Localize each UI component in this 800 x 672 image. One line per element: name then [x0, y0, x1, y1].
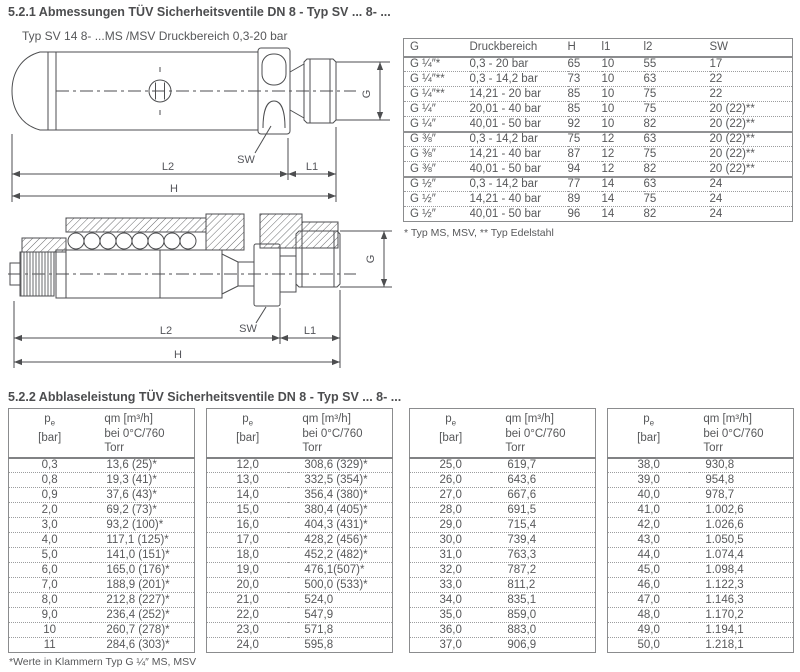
header-qm: qm [m³/h] bei 0°C/760 Torr: [90, 409, 194, 458]
header-druckbereich: Druckbereich: [470, 39, 568, 57]
cell-qm: 188,9 (201)*: [90, 578, 194, 593]
cell-pe: 34,0: [410, 593, 492, 608]
dim-label-g: G: [365, 254, 377, 264]
flow-table-body: [9, 458, 195, 653]
cell-sw: 24: [710, 177, 793, 192]
cell-qm: 13,6 (25)*: [106, 459, 157, 472]
cell-druckbereich: 40,01 - 50 bar: [470, 207, 568, 222]
cell-qm: 332,5 (354)*: [288, 473, 392, 488]
dim-label-l1: L1: [305, 161, 319, 173]
cell-pe: 43,0: [608, 533, 690, 548]
cell-l1: 10: [601, 58, 615, 71]
cell-pe: 37,0: [410, 638, 492, 653]
header-g: G: [404, 39, 470, 57]
cell-qm: 811,2: [491, 578, 595, 593]
section1-title: 5.2.1 Abmessungen TÜV Sicherheitsventile DN 8 - Typ SV ... 8- ...: [8, 5, 391, 19]
cell-l1: 10: [602, 117, 644, 132]
cell-l2: 75: [644, 147, 710, 162]
flow-table-row: [9, 533, 195, 548]
cell-pe: 32,0: [410, 563, 492, 578]
cell-qm: 787,2: [491, 563, 595, 578]
flow-table-row: [608, 488, 794, 503]
flow-table-row: [410, 623, 596, 638]
cell-druckbereich: 14,21 - 40 bar: [470, 147, 568, 162]
cell-pe: 18,0: [207, 548, 289, 563]
cell-qm: 476,1(507)*: [288, 563, 392, 578]
flow-table-header-row: [207, 409, 393, 458]
cell-pe: 36,0: [410, 623, 492, 638]
cell-qm: 1.026,6: [689, 518, 793, 533]
cell-h: 65: [567, 58, 581, 71]
cell-sw: 20 (22)**: [710, 132, 793, 147]
cell-sw: 20 (22)**: [710, 117, 793, 132]
cell-h: 94: [568, 162, 602, 177]
cell-pe: 26,0: [410, 473, 492, 488]
cell-qm: 356,4 (380)*: [288, 488, 392, 503]
cell-qm: 117,1 (125)*: [90, 533, 194, 548]
cell-druckbereich: 0,3 - 14,2 bar: [470, 72, 568, 87]
cell-pe: 27,0: [410, 488, 492, 503]
header-h: H: [568, 39, 602, 57]
flow-table-row: [207, 608, 393, 623]
cell-qm: 1.194,1: [689, 623, 793, 638]
cell-qm: 835,1: [491, 593, 595, 608]
cell-pe: 23,0: [207, 623, 289, 638]
flow-table-header-row: [410, 409, 596, 458]
cell-pe: 39,0: [608, 473, 690, 488]
cell-l2: 82: [644, 207, 710, 222]
flow-table-row: [207, 473, 393, 488]
flow-table-container-2: [206, 408, 393, 653]
cell-qm: 1.122,3: [689, 578, 793, 593]
flow-table-row: [410, 488, 596, 503]
cell-qm: 141,0 (151)*: [90, 548, 194, 563]
flow-table-footnote: *Werte in Klammern Typ G ¼″ MS, MSV: [9, 656, 197, 668]
cell-pe: 24,0: [207, 638, 289, 653]
header-pe: $p_e$ [bar]: [9, 409, 91, 458]
cell-sw: 24: [710, 207, 793, 222]
cell-pe: 46,0: [608, 578, 690, 593]
flow-table-row: [207, 578, 393, 593]
flow-table-container-4: [607, 408, 794, 653]
flow-table-row: [410, 638, 596, 653]
flow-table-row: [207, 563, 393, 578]
flow-table-container-1: [8, 408, 195, 653]
flow-table-row: [9, 503, 195, 518]
cell-druckbereich: 14,21 - 20 bar: [470, 87, 568, 102]
cell-pe: 14,0: [207, 488, 289, 503]
cell-qm: 1.098,4: [689, 563, 793, 578]
cell-pe: 33,0: [410, 578, 492, 593]
cell-pe: 2,0: [9, 503, 91, 518]
flow-table-row: [207, 623, 393, 638]
cell-pe: 17,0: [207, 533, 289, 548]
cell-pe: 48,0: [608, 608, 690, 623]
header-pe: $p_e$ [bar]: [410, 409, 492, 458]
dimension-table-row: [404, 132, 793, 147]
cell-qm: 500,0 (533)*: [288, 578, 392, 593]
cell-l1: 14: [602, 177, 644, 192]
cell-qm: 859,0: [491, 608, 595, 623]
dimension-table-row: [404, 147, 793, 162]
cell-pe: 6,0: [9, 563, 91, 578]
flow-table: [607, 408, 794, 653]
flow-table-row: [608, 593, 794, 608]
dimension-table-row: [404, 162, 793, 177]
dimension-table-row: [404, 192, 793, 207]
cell-druckbereich: 0,3 - 14,2 bar: [470, 177, 568, 192]
cell-h: 85: [568, 87, 602, 102]
cell-qm: 19,3 (41)*: [90, 473, 194, 488]
cell-pe: 5,0: [9, 548, 91, 563]
cell-pe: 12,0: [236, 459, 259, 472]
cell-qm: 595,8: [288, 638, 392, 653]
flow-table-row: [608, 563, 794, 578]
cell-l1: 14: [602, 192, 644, 207]
header-l1: l1: [602, 39, 644, 57]
cell-g: G ¼″*: [410, 58, 441, 71]
cell-qm: 260,7 (278)*: [90, 623, 194, 638]
dimension-table-footnote: * Typ MS, MSV, ** Typ Edelstahl: [404, 227, 554, 239]
flow-table-row: [608, 578, 794, 593]
cell-pe: 8,0: [9, 593, 91, 608]
flow-table-row: [9, 548, 195, 563]
cell-h: 87: [568, 147, 602, 162]
dimension-table-row: [404, 102, 793, 117]
cell-qm: 1.002,6: [689, 503, 793, 518]
cell-l2: 75: [644, 87, 710, 102]
flow-table-row: [608, 458, 794, 473]
cell-qm: 236,4 (252)*: [90, 608, 194, 623]
header-l2: l2: [644, 39, 710, 57]
dimension-table-row: [404, 57, 793, 72]
cell-qm: 930,8: [705, 459, 735, 472]
flow-table-row: [9, 608, 195, 623]
cell-qm: 619,7: [507, 459, 537, 472]
cell-l1: 12: [602, 132, 644, 147]
cell-l1: 10: [602, 72, 644, 87]
cell-qm: 284,6 (303)*: [90, 638, 194, 653]
cell-sw: 20 (22)**: [710, 147, 793, 162]
cell-qm: 1.170,2: [689, 608, 793, 623]
cell-g: G ¼″**: [404, 87, 470, 102]
flow-table-row: [9, 458, 195, 473]
cell-sw: 20 (22)**: [710, 102, 793, 117]
flow-table-body: [608, 458, 794, 653]
flow-table-row: [9, 578, 195, 593]
dim-label-h: H: [174, 349, 182, 361]
cell-g: G ½″: [404, 207, 470, 222]
cell-druckbereich: 40,01 - 50 bar: [470, 162, 568, 177]
cell-sw: 20 (22)**: [710, 162, 793, 177]
flow-table-row: [207, 548, 393, 563]
cell-l1: 12: [602, 162, 644, 177]
cell-l2: 63: [644, 177, 710, 192]
cell-qm: 93,2 (100)*: [90, 518, 194, 533]
cell-pe: 31,0: [410, 548, 492, 563]
flow-table-row: [410, 533, 596, 548]
cell-pe: 42,0: [608, 518, 690, 533]
cell-l1: 14: [602, 207, 644, 222]
cell-pe: 21,0: [207, 593, 289, 608]
cell-pe: 49,0: [608, 623, 690, 638]
header-pe: $p_e$ [bar]: [207, 409, 289, 458]
cell-qm: 524,0: [288, 593, 392, 608]
cell-l2: 63: [644, 132, 710, 147]
flow-table-row: [207, 593, 393, 608]
cell-druckbereich: 0,3 - 14,2 bar: [470, 132, 568, 147]
cell-qm: 954,8: [689, 473, 793, 488]
dimension-table: [403, 38, 793, 222]
flow-table-row: [410, 563, 596, 578]
cell-h: 92: [568, 117, 602, 132]
cell-qm: 404,3 (431)*: [288, 518, 392, 533]
header-sw: SW: [710, 39, 793, 57]
dimension-table-row: [404, 177, 793, 192]
flow-table-row: [9, 518, 195, 533]
cell-pe: 38,0: [637, 459, 660, 472]
cell-pe: 28,0: [410, 503, 492, 518]
cell-qm: 1.218,1: [689, 638, 793, 653]
cell-qm: 308,6 (329)*: [304, 459, 368, 472]
section1-subtitle: Typ SV 14 8- ...MS /MSV Druckbereich 0,3-20 bar: [22, 29, 288, 43]
flow-table: [8, 408, 195, 653]
cell-pe: 11: [9, 638, 91, 653]
cell-qm: 380,4 (405)*: [288, 503, 392, 518]
cell-pe: 3,0: [9, 518, 91, 533]
cell-h: 96: [568, 207, 602, 222]
dim-label-h: H: [170, 183, 178, 195]
cell-qm: 643,6: [491, 473, 595, 488]
cell-pe: 9,0: [9, 608, 91, 623]
cell-pe: 15,0: [207, 503, 289, 518]
cell-pe: 47,0: [608, 593, 690, 608]
cell-pe: 20,0: [207, 578, 289, 593]
flow-table-row: [608, 503, 794, 518]
flow-table-row: [410, 503, 596, 518]
dim-label-sw: SW: [237, 154, 255, 166]
cell-qm: 763,3: [491, 548, 595, 563]
flow-table-row: [410, 578, 596, 593]
header-qm: qm [m³/h] bei 0°C/760 Torr: [491, 409, 595, 458]
flow-table: [206, 408, 393, 653]
dim-label-l1: L1: [303, 325, 317, 337]
flow-table-header-row: [608, 409, 794, 458]
flow-table-row: [410, 608, 596, 623]
flow-table-row: [608, 623, 794, 638]
flow-table-row: [207, 518, 393, 533]
cell-sw: 17: [709, 58, 723, 71]
flow-table-row: [207, 458, 393, 473]
cell-l2: 82: [644, 117, 710, 132]
cell-druckbereich: 40,01 - 50 bar: [470, 117, 568, 132]
flow-table-header-row: [9, 409, 195, 458]
cell-pe: 45,0: [608, 563, 690, 578]
cell-g: G ⅜″: [404, 147, 470, 162]
cell-qm: 212,8 (227)*: [90, 593, 194, 608]
cell-h: 89: [568, 192, 602, 207]
cell-pe: 41,0: [608, 503, 690, 518]
flow-table-row: [608, 608, 794, 623]
cell-pe: 0,8: [9, 473, 91, 488]
cell-qm: 906,9: [491, 638, 595, 653]
cell-pe: 4,0: [9, 533, 91, 548]
flow-table-row: [608, 533, 794, 548]
cell-sw: 24: [710, 192, 793, 207]
dim-label-l2: L2: [161, 161, 175, 173]
cell-l1: 10: [602, 87, 644, 102]
cell-pe: 0,3: [41, 459, 58, 472]
cell-qm: 978,7: [689, 488, 793, 503]
flow-table-row: [207, 638, 393, 653]
cell-pe: 40,0: [608, 488, 690, 503]
dimension-table-row: [404, 87, 793, 102]
cell-qm: 37,6 (43)*: [90, 488, 194, 503]
flow-table-row: [410, 458, 596, 473]
cell-qm: 428,2 (456)*: [288, 533, 392, 548]
flow-table-row: [410, 593, 596, 608]
dim-label-l2: L2: [159, 325, 173, 337]
cell-druckbereich: 0,3 - 20 bar: [469, 58, 529, 71]
cell-pe: 13,0: [207, 473, 289, 488]
flow-table-row: [608, 518, 794, 533]
flow-table-row: [608, 638, 794, 653]
cell-g: G ½″: [404, 192, 470, 207]
cell-h: 73: [568, 72, 602, 87]
cell-qm: 165,0 (176)*: [90, 563, 194, 578]
header-pe: $p_e$ [bar]: [608, 409, 690, 458]
flow-table-row: [410, 473, 596, 488]
flow-table: [409, 408, 596, 653]
flow-table-row: [608, 548, 794, 563]
flow-table-row: [608, 473, 794, 488]
cell-qm: 69,2 (73)*: [90, 503, 194, 518]
flow-table-body: [207, 458, 393, 653]
flow-table-row: [9, 593, 195, 608]
header-qm: qm [m³/h] bei 0°C/760 Torr: [689, 409, 793, 458]
dimension-table-row: [404, 72, 793, 87]
flow-table-row: [9, 488, 195, 503]
cell-l2: 55: [643, 58, 657, 71]
cell-pe: 35,0: [410, 608, 492, 623]
cell-pe: 16,0: [207, 518, 289, 533]
cell-pe: 29,0: [410, 518, 492, 533]
cell-druckbereich: 14,21 - 40 bar: [470, 192, 568, 207]
cell-qm: 547,9: [288, 608, 392, 623]
cell-pe: 30,0: [410, 533, 492, 548]
header-qm: qm [m³/h] bei 0°C/760 Torr: [288, 409, 392, 458]
cell-h: 75: [568, 132, 602, 147]
flow-table-row: [207, 533, 393, 548]
cell-l1: 10: [602, 102, 644, 117]
cell-h: 77: [568, 177, 602, 192]
cell-qm: 715,4: [491, 518, 595, 533]
cell-l2: 75: [644, 192, 710, 207]
cell-qm: 739,4: [491, 533, 595, 548]
flow-table-row: [410, 518, 596, 533]
flow-table-body: [410, 458, 596, 653]
cell-g: G ⅜″: [404, 162, 470, 177]
valve-side-view-drawing: [8, 46, 398, 206]
flow-table-row: [9, 473, 195, 488]
cell-qm: 667,6: [491, 488, 595, 503]
cell-qm: 691,5: [491, 503, 595, 518]
cell-pe: 19,0: [207, 563, 289, 578]
cell-g: G ¼″**: [404, 72, 470, 87]
flow-table-row: [207, 503, 393, 518]
flow-table-row: [9, 563, 195, 578]
cell-qm: 1.146,3: [689, 593, 793, 608]
cell-druckbereich: 20,01 - 40 bar: [470, 102, 568, 117]
cell-qm: 883,0: [491, 623, 595, 638]
cell-sw: 22: [710, 87, 793, 102]
section2-title: 5.2.2 Abblaseleistung TÜV Sicherheitsventile DN 8 - Typ SV ... 8- ...: [8, 390, 402, 404]
flow-table-row: [9, 638, 195, 653]
cell-pe: 25,0: [439, 459, 462, 472]
flow-table-row: [207, 488, 393, 503]
cell-h: 85: [568, 102, 602, 117]
cell-g: G ½″: [404, 177, 470, 192]
dimension-table-body: [404, 57, 793, 222]
flow-table-container-3: [409, 408, 596, 653]
valve-cross-section-drawing: [8, 206, 398, 386]
cell-pe: 22,0: [207, 608, 289, 623]
cell-pe: 7,0: [9, 578, 91, 593]
dimension-table-row: [404, 117, 793, 132]
cell-l2: 82: [644, 162, 710, 177]
cell-qm: 452,2 (482)*: [288, 548, 392, 563]
dimension-table-container: [403, 38, 792, 222]
cell-g: G ¼″: [404, 117, 470, 132]
cell-pe: 0,9: [9, 488, 91, 503]
flow-table-row: [9, 623, 195, 638]
cell-g: G ¼″: [404, 102, 470, 117]
cell-qm: 1.074,4: [689, 548, 793, 563]
dim-label-g: G: [361, 89, 373, 99]
cell-l2: 75: [644, 102, 710, 117]
flow-table-row: [410, 548, 596, 563]
dimension-table-header-row: [404, 39, 793, 57]
cell-pe: 44,0: [608, 548, 690, 563]
cell-g: G ⅜″: [404, 132, 470, 147]
cell-qm: 571,8: [288, 623, 392, 638]
dimension-table-row: [404, 207, 793, 222]
cell-pe: 10: [9, 623, 91, 638]
cell-pe: 50,0: [608, 638, 690, 653]
cell-qm: 1.050,5: [689, 533, 793, 548]
cell-l1: 12: [602, 147, 644, 162]
cell-l2: 63: [644, 72, 710, 87]
cell-sw: 22: [710, 72, 793, 87]
dim-label-sw: SW: [239, 323, 257, 335]
